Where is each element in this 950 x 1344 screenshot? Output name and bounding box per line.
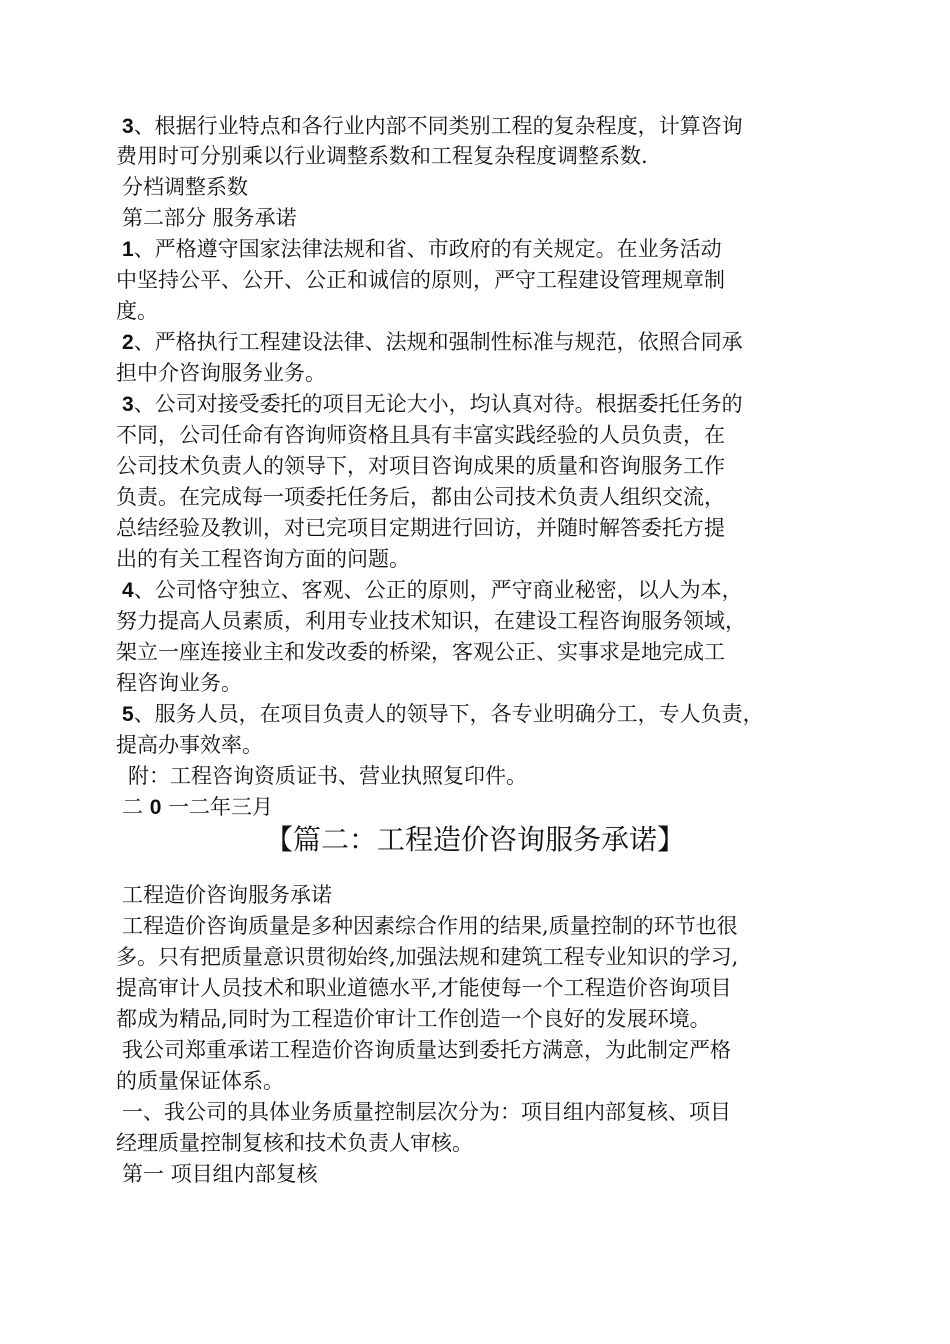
commitment-4-line-3: 架立一座连接业主和发改委的桥梁，客观公正、实事求是地完成工 [116, 640, 725, 664]
commitment-3-line-5: 总结经验及教训，对已完项目定期进行回访，并随时解答委托方提 [116, 516, 725, 540]
quality-line-4: 都成为精品,同时为工程造价审计工作创造一个良好的发展环境。 [116, 1007, 711, 1031]
commitment-2-line-1: 2、严格执行工程建设法律、法规和强制性标准与规范，依照合同承 [122, 330, 743, 354]
consulting-title: 工程造价咨询服务承诺 [122, 883, 332, 907]
commitment-3-line-4: 负责。在完成每一项委托任务后，都由公司技术负责人组织交流， [116, 485, 725, 509]
commitment-1-line-1: 1、严格遵守国家法律法规和省、市政府的有关规定。在业务活动 [122, 237, 722, 261]
date-line: 二 0 一二年三月 [122, 795, 274, 819]
control-levels-line-1: 一、我公司的具体业务质量控制层次分为：项目组内部复核、项目 [122, 1100, 731, 1124]
attachment-note: 附：工程咨询资质证书、营业执照复印件。 [128, 764, 527, 788]
commitment-4-line-4: 程咨询业务。 [116, 671, 242, 695]
commitment-4-line-1: 4、公司恪守独立、客观、公正的原则，严守商业秘密，以人为本， [122, 578, 743, 602]
commitment-2-line-2: 担中介咨询服务业务。 [116, 361, 326, 385]
commitment-5-line-2: 提高办事效率。 [116, 733, 263, 757]
commitment-3-line-1: 3、公司对接受委托的项目无论大小，均认真对待。根据委托任务的 [122, 392, 743, 416]
paragraph-3-line-1: 3、根据行业特点和各行业内部不同类别工程的复杂程度，计算咨询 [122, 114, 743, 138]
quality-line-2: 多。只有把质量意识贯彻始终,加强法规和建筑工程专业知识的学习, [116, 945, 739, 969]
quality-line-3: 提高审计人员技术和职业道德水平,才能使每一个工程造价咨询项目 [116, 976, 732, 1000]
commitment-3-line-3: 公司技术负责人的领导下，对项目咨询成果的质量和咨询服务工作 [116, 454, 725, 478]
part-two-heading: 第二部分 服务承诺 [122, 206, 297, 230]
commitment-4-line-2: 努力提高人员素质，利用专业技术知识，在建设工程咨询服务领域， [116, 609, 746, 633]
quality-line-1: 工程造价咨询质量是多种因素综合作用的结果,质量控制的环节也很 [122, 914, 738, 938]
commitment-3-line-2: 不同，公司任命有咨询师资格且具有丰富实践经验的人员负责，在 [116, 423, 725, 447]
tier-adjustment-line: 分档调整系数 [122, 175, 248, 199]
commitment-1-line-2: 中坚持公平、公开、公正和诚信的原则，严守工程建设管理规章制 [116, 268, 725, 292]
pledge-line-2: 的质量保证体系。 [116, 1069, 284, 1093]
commitment-3-line-6: 出的有关工程咨询方面的问题。 [116, 547, 410, 571]
section-heading: 【篇二：工程造价咨询服务承诺】 [264, 823, 685, 856]
commitment-1-line-3: 度。 [116, 299, 158, 323]
paragraph-3-line-2: 费用时可分别乘以行业调整系数和工程复杂程度调整系数. [116, 144, 648, 168]
control-levels-line-2: 经理质量控制复核和技术负责人审核。 [116, 1131, 473, 1155]
commitment-5-line-1: 5、服务人员，在项目负责人的领导下，各专业明确分工，专人负责， [122, 702, 764, 726]
first-level-heading: 第一 项目组内部复核 [122, 1162, 318, 1186]
pledge-line-1: 我公司郑重承诺工程造价咨询质量达到委托方满意，为此制定严格 [122, 1038, 731, 1062]
